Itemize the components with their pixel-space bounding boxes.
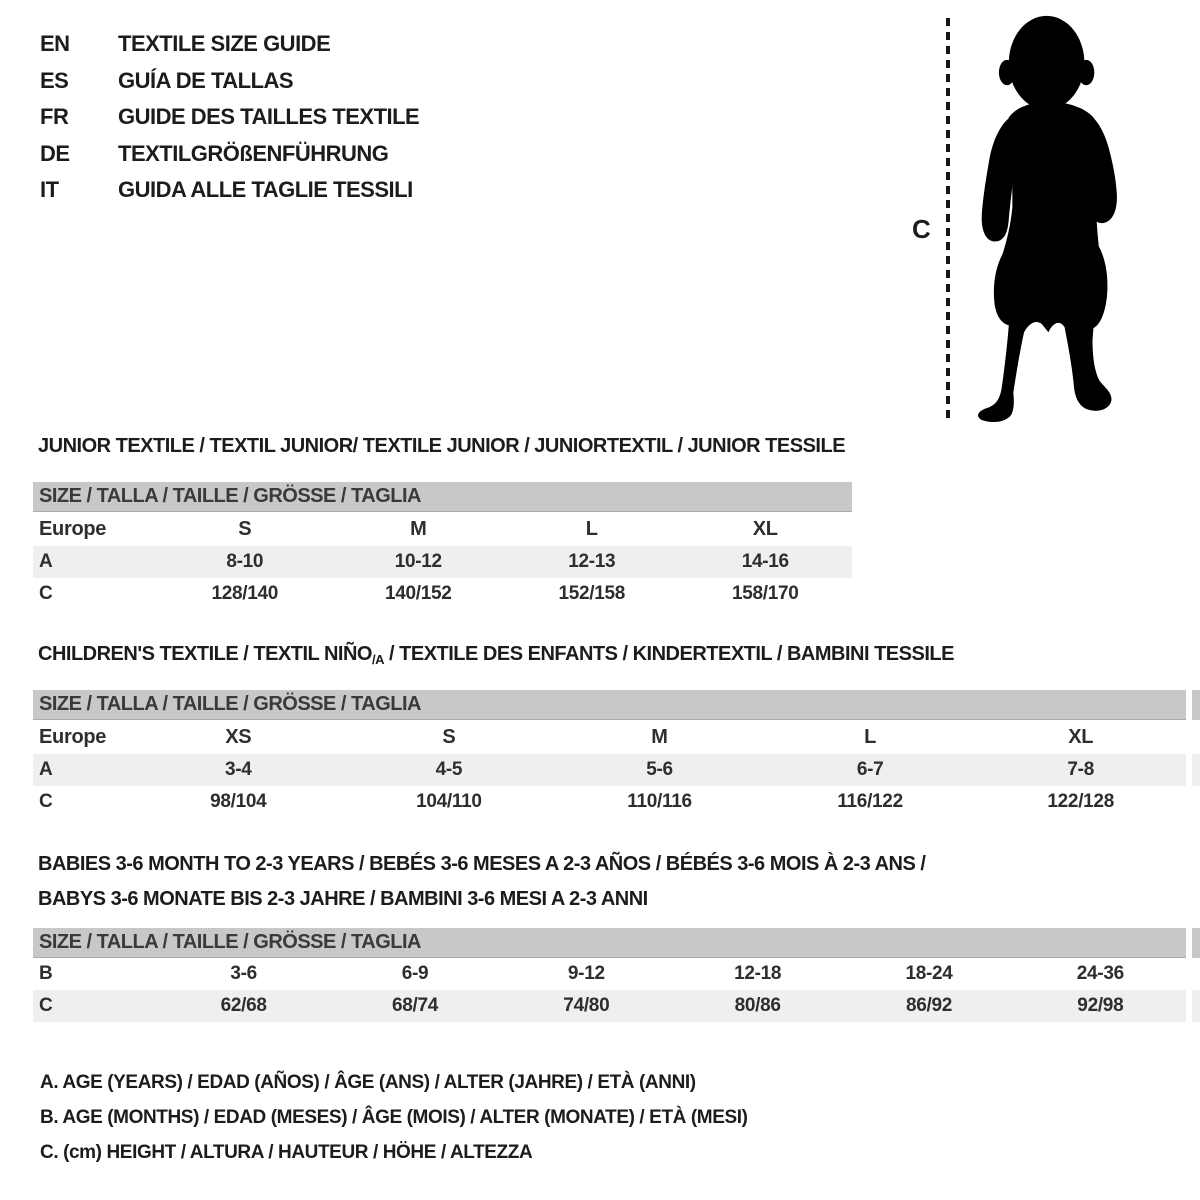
children-row-edge-sliver <box>1192 754 1200 786</box>
lang-code: FR <box>40 104 69 130</box>
lang-title: GUÍA DE TALLAS <box>118 67 294 93</box>
table-cell: 116/122 <box>837 791 903 812</box>
table-cell: 140/152 <box>384 583 452 604</box>
children-title-main: CHILDREN'S TEXTILE / TEXTIL NIÑO <box>38 643 372 665</box>
legend-line-age-years: A. AGE (YEARS) / EDAD (AÑOS) / ÂGE (ANS) / ALTER (JAHRE) / ETÀ (ANNI) <box>40 1072 696 1093</box>
table-cell: 80/86 <box>734 995 781 1016</box>
table-cell: 12-18 <box>734 963 782 984</box>
junior-table-header: SIZE / TALLA / TAILLE / GRÖSSE / TAGLIA <box>33 482 852 512</box>
lang-code: ES <box>40 67 69 93</box>
lang-title: GUIDA ALLE TAGLIE TESSILI <box>118 177 413 203</box>
height-measure-label: C <box>912 214 931 244</box>
lang-code: EN <box>40 31 70 57</box>
table-cell: A <box>39 759 53 780</box>
toddler-silhouette-image <box>962 12 1142 422</box>
table-cell: 92/98 <box>1077 995 1124 1016</box>
table-cell: M <box>410 517 427 540</box>
lang-title: TEXTILE SIZE GUIDE <box>118 31 331 57</box>
children-title-rest: / TEXTILE DES ENFANTS / KINDERTEXTIL / BAMBINI TESSILE <box>383 643 954 665</box>
table-cell: S <box>238 517 252 540</box>
junior-size-table <box>33 482 852 610</box>
babies-row-height <box>33 990 1186 1022</box>
language-title-list <box>40 26 419 209</box>
babies-row-age-months <box>33 958 1186 990</box>
table-cell: 74/80 <box>563 995 610 1016</box>
table-cell: 14-16 <box>741 551 789 572</box>
lang-code: DE <box>40 140 70 166</box>
lang-code: IT <box>40 177 59 203</box>
children-row-age <box>33 754 1186 786</box>
table-cell: 62/68 <box>220 995 267 1016</box>
junior-row-age <box>33 546 852 578</box>
children-row-height <box>33 786 1186 818</box>
legend-line-height: C. (cm) HEIGHT / ALTURA / HAUTEUR / HÖHE / ALTEZZA <box>40 1142 533 1163</box>
table-cell: 8-10 <box>226 551 264 572</box>
children-section-title <box>38 643 954 667</box>
table-cell: 6-9 <box>401 963 429 984</box>
table-cell: C <box>39 995 53 1016</box>
table-cell: 158/170 <box>731 583 799 604</box>
table-cell: B <box>39 963 53 984</box>
table-cell: 12-13 <box>568 551 616 572</box>
table-cell: 152/158 <box>558 583 626 604</box>
legend-line-age-months: B. AGE (MONTHS) / EDAD (MESES) / ÂGE (MOIS) / ALTER (MONATE) / ETÀ (MESI) <box>40 1107 748 1128</box>
table-cell: Europe <box>39 725 107 748</box>
table-cell: 86/92 <box>905 995 953 1016</box>
babies-size-table <box>33 928 1186 1022</box>
junior-section-title: JUNIOR TEXTILE / TEXTIL JUNIOR/ TEXTILE JUNIOR / JUNIORTEXTIL / JUNIOR TESSILE <box>38 435 846 457</box>
babies-row-edge-sliver <box>1192 990 1200 1022</box>
junior-sizes-row <box>33 512 852 546</box>
table-cell: L <box>864 725 877 748</box>
table-cell: 98/104 <box>210 791 267 812</box>
table-cell: 3-4 <box>225 759 252 780</box>
table-cell: 9-12 <box>567 963 605 984</box>
children-header-edge-sliver <box>1192 690 1200 720</box>
lang-row-it <box>40 172 419 209</box>
table-cell: 104/110 <box>416 791 482 812</box>
table-cell: 128/140 <box>211 583 279 604</box>
lang-row-es <box>40 63 419 100</box>
table-cell: 3-6 <box>230 963 257 984</box>
lang-row-fr <box>40 99 419 136</box>
children-title-subscript: /A <box>371 652 384 667</box>
lang-title: GUIDE DES TAILLES TEXTILE <box>118 104 420 130</box>
children-table-header: SIZE / TALLA / TAILLE / GRÖSSE / TAGLIA <box>33 690 1186 720</box>
children-sizes-row <box>33 720 1186 754</box>
table-cell: L <box>585 517 598 540</box>
junior-row-height <box>33 578 852 610</box>
table-cell: S <box>442 725 456 748</box>
table-cell: 18-24 <box>905 963 953 984</box>
table-cell: M <box>651 725 668 748</box>
lang-row-de <box>40 136 419 173</box>
table-cell: XS <box>225 725 252 748</box>
table-cell: 24-36 <box>1076 963 1124 984</box>
table-cell: XL <box>1068 725 1094 748</box>
table-cell: C <box>39 791 53 812</box>
table-cell: XL <box>752 517 778 540</box>
table-cell: 6-7 <box>856 759 884 780</box>
babies-section-title-line2: BABYS 3-6 MONATE BIS 2-3 JAHRE / BAMBINI 3-6 MESI A 2-3 ANNI <box>38 888 648 910</box>
table-cell: 110/116 <box>627 791 692 812</box>
table-cell: 4-5 <box>435 759 463 780</box>
table-cell: 68/74 <box>391 995 439 1016</box>
table-cell: A <box>39 551 53 572</box>
babies-table-header: SIZE / TALLA / TAILLE / GRÖSSE / TAGLIA <box>33 928 1186 958</box>
lang-title: TEXTILGRÖßENFÜHRUNG <box>118 140 389 166</box>
table-cell: C <box>39 583 53 604</box>
babies-section-title-line1: BABIES 3-6 MONTH TO 2-3 YEARS / BEBÉS 3-6 MESES A 2-3 AÑOS / BÉBÉS 3-6 MOIS À 2-3 ANS / <box>38 853 926 875</box>
table-cell: Europe <box>39 517 107 540</box>
babies-header-edge-sliver <box>1192 928 1200 958</box>
height-measure-dashed-line <box>946 18 950 418</box>
table-cell: 122/128 <box>1047 791 1114 812</box>
table-cell: 10-12 <box>394 551 442 572</box>
children-size-table <box>33 690 1186 818</box>
lang-row-en <box>40 26 419 63</box>
table-cell: 7-8 <box>1067 759 1094 780</box>
table-cell: 5-6 <box>646 759 673 780</box>
